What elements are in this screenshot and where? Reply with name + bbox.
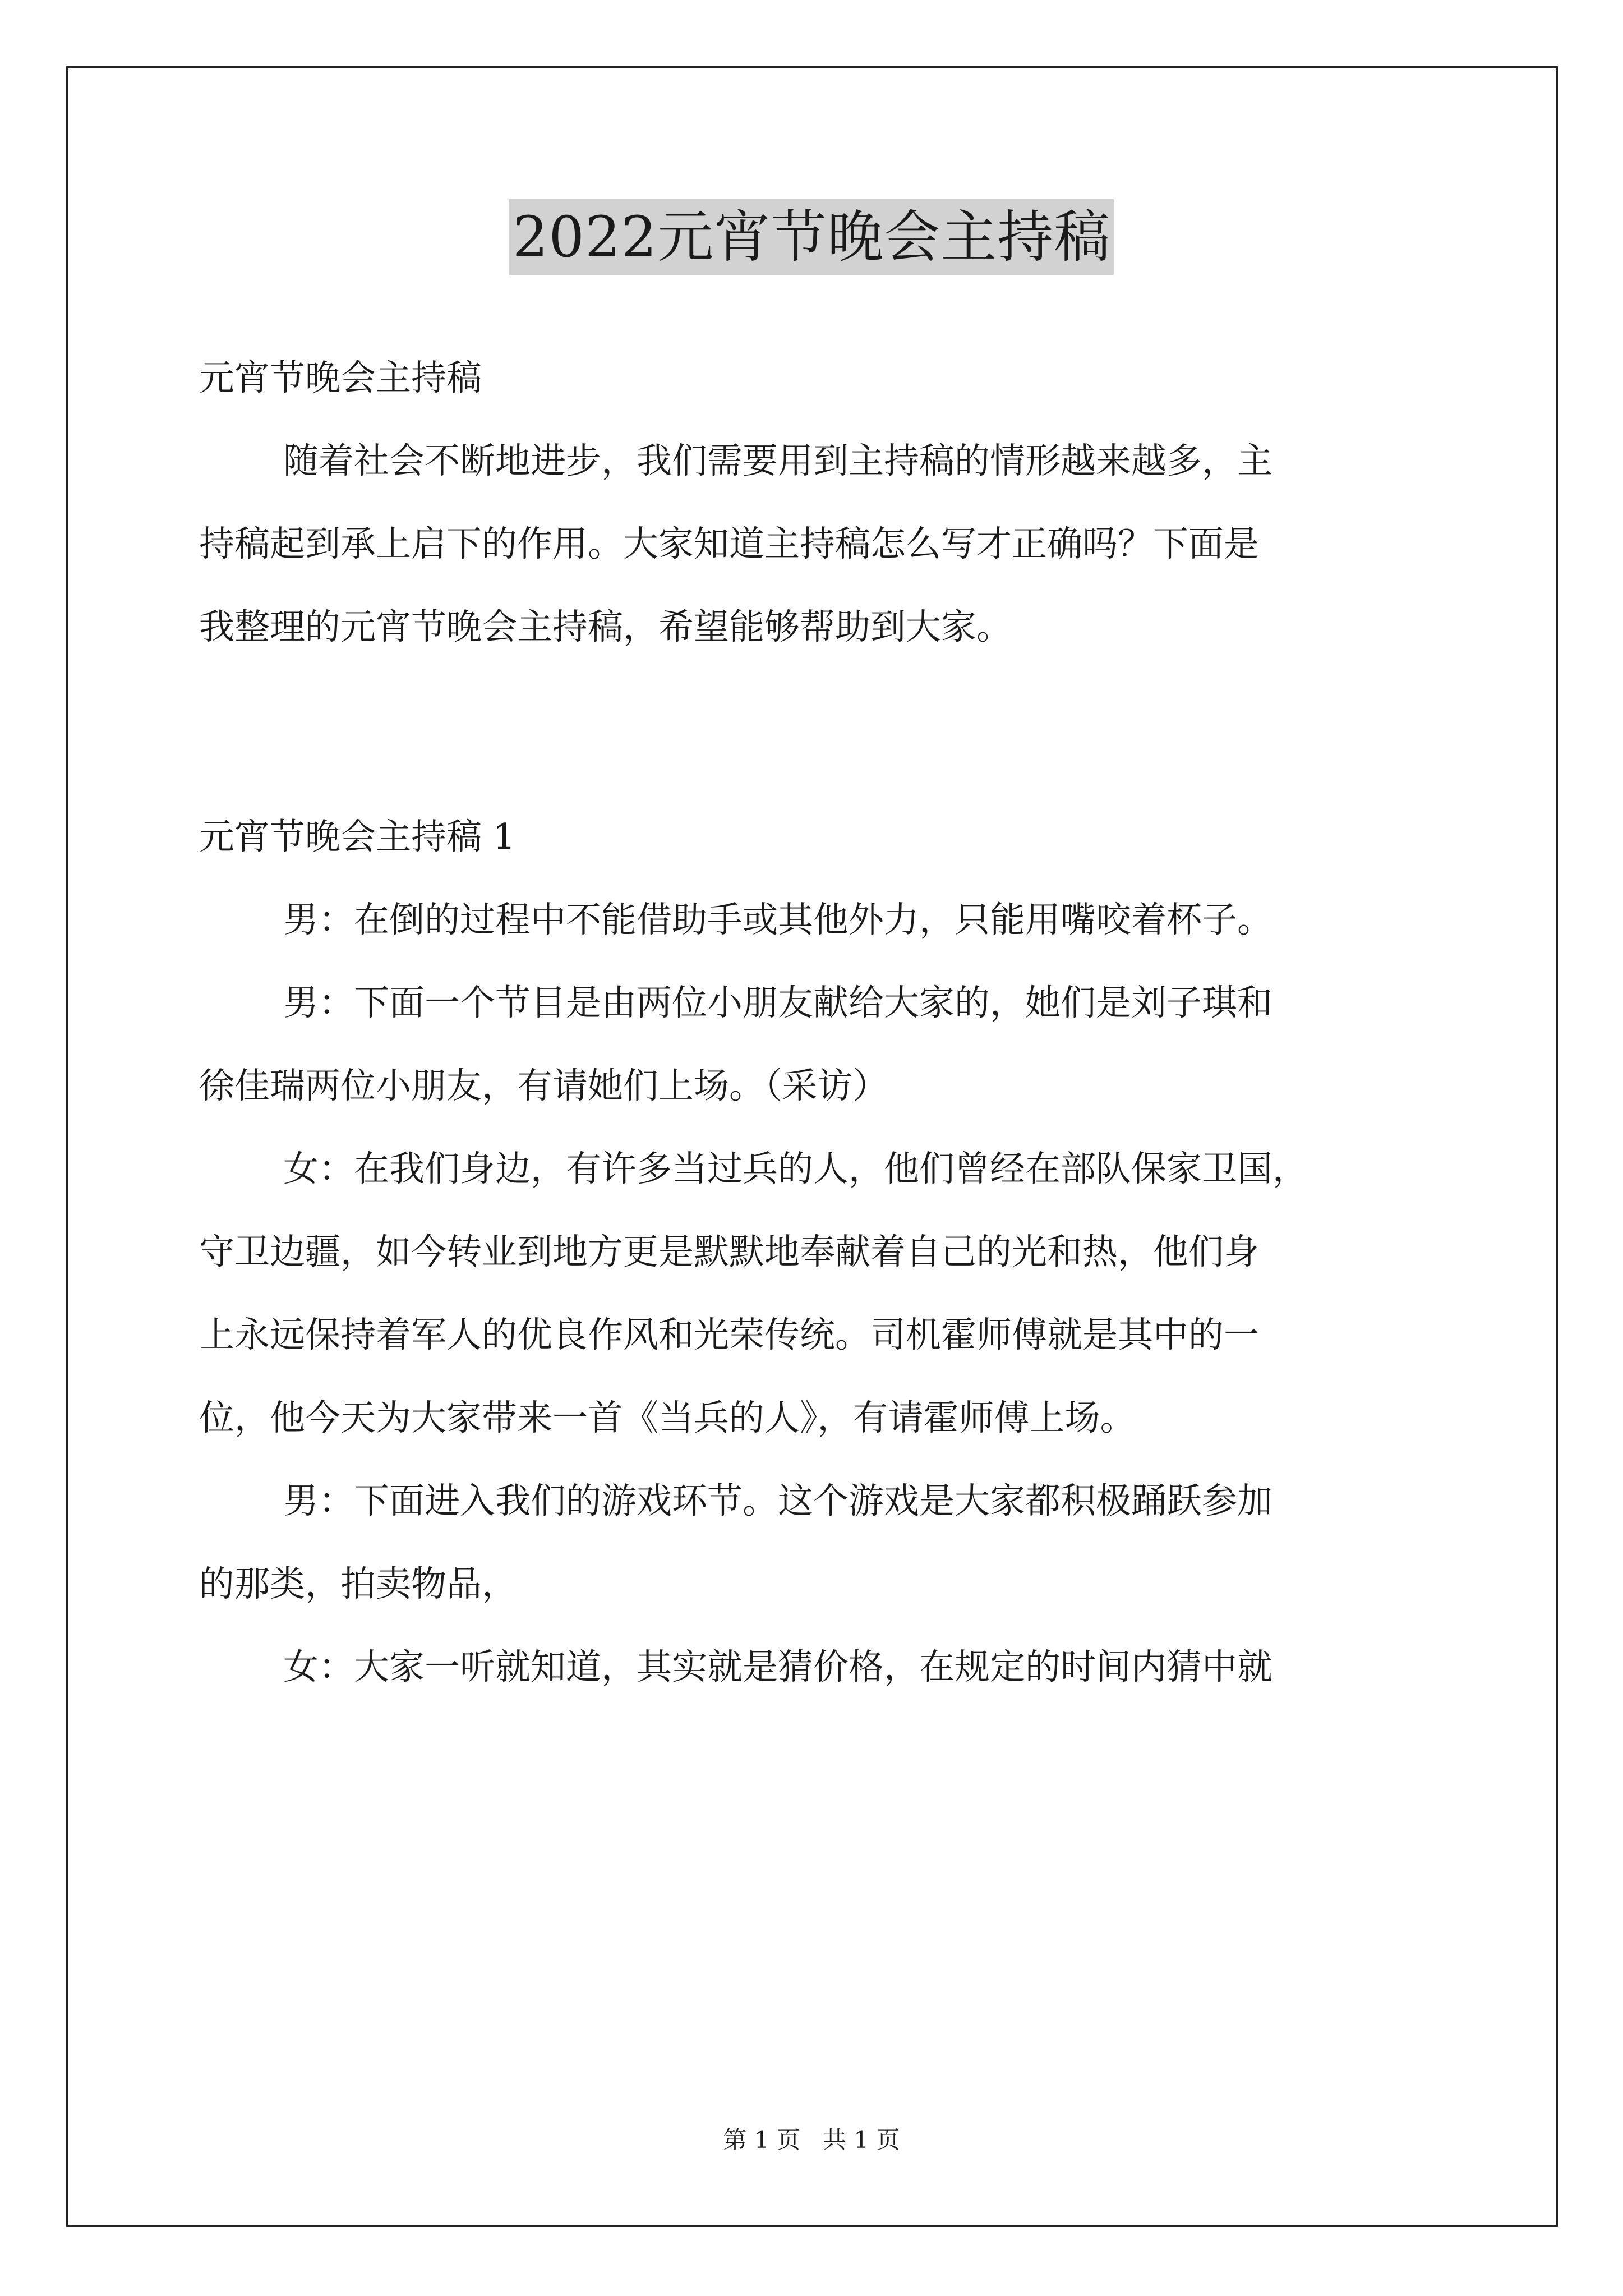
body-line: 女：在我们身边，有许多当过兵的人，他们曾经在部队保家卫国， (283, 1148, 1308, 1189)
section-spacer (199, 669, 1433, 795)
body-line: 上永远保持着军人的优良作风和光荣传统。司机霍师傅就是其中的一 (199, 1314, 1259, 1355)
document-title: 2022元宵节晚会主持稿 (509, 199, 1114, 275)
document-body (199, 337, 1433, 1709)
body-line: 女：大家一听就知道，其实就是猜价格，在规定的时间内猜中就 (283, 1646, 1272, 1687)
body-line: 徐佳瑞两位小朋友，有请她们上场。（采访） (199, 1065, 888, 1106)
body-line: 男：下面进入我们的游戏环节。这个游戏是大家都积极踊跃参加 (283, 1480, 1272, 1521)
page-footer: 第 1 页 共 1 页 (723, 2126, 900, 2154)
body-line: 的那类，拍卖物品， (199, 1563, 517, 1604)
body-line: 男：下面一个节目是由两位小朋友献给大家的，她们是刘子琪和 (283, 982, 1272, 1023)
intro-line: 我整理的元宵节晚会主持稿，希望能够帮助到大家。 (199, 606, 1012, 647)
intro-line: 持稿起到承上启下的作用。大家知道主持稿怎么写才正确吗？下面是 (199, 523, 1259, 564)
body-line: 位，他今天为大家带来一首《当兵的人》，有请霍师傅上场。 (199, 1397, 1136, 1438)
section-heading: 元宵节晚会主持稿 1 (199, 816, 516, 857)
subtitle: 元宵节晚会主持稿 (199, 357, 482, 398)
body-line: 守卫边疆，如今转业到地方更是默默地奉献着自己的光和热，他们身 (199, 1231, 1259, 1272)
intro-line: 随着社会不断地进步，我们需要用到主持稿的情形越来越多，主 (283, 440, 1272, 481)
title-container (0, 199, 1623, 275)
body-line: 男：在倒的过程中不能借助手或其他外力，只能用嘴咬着杯子。 (283, 899, 1272, 940)
